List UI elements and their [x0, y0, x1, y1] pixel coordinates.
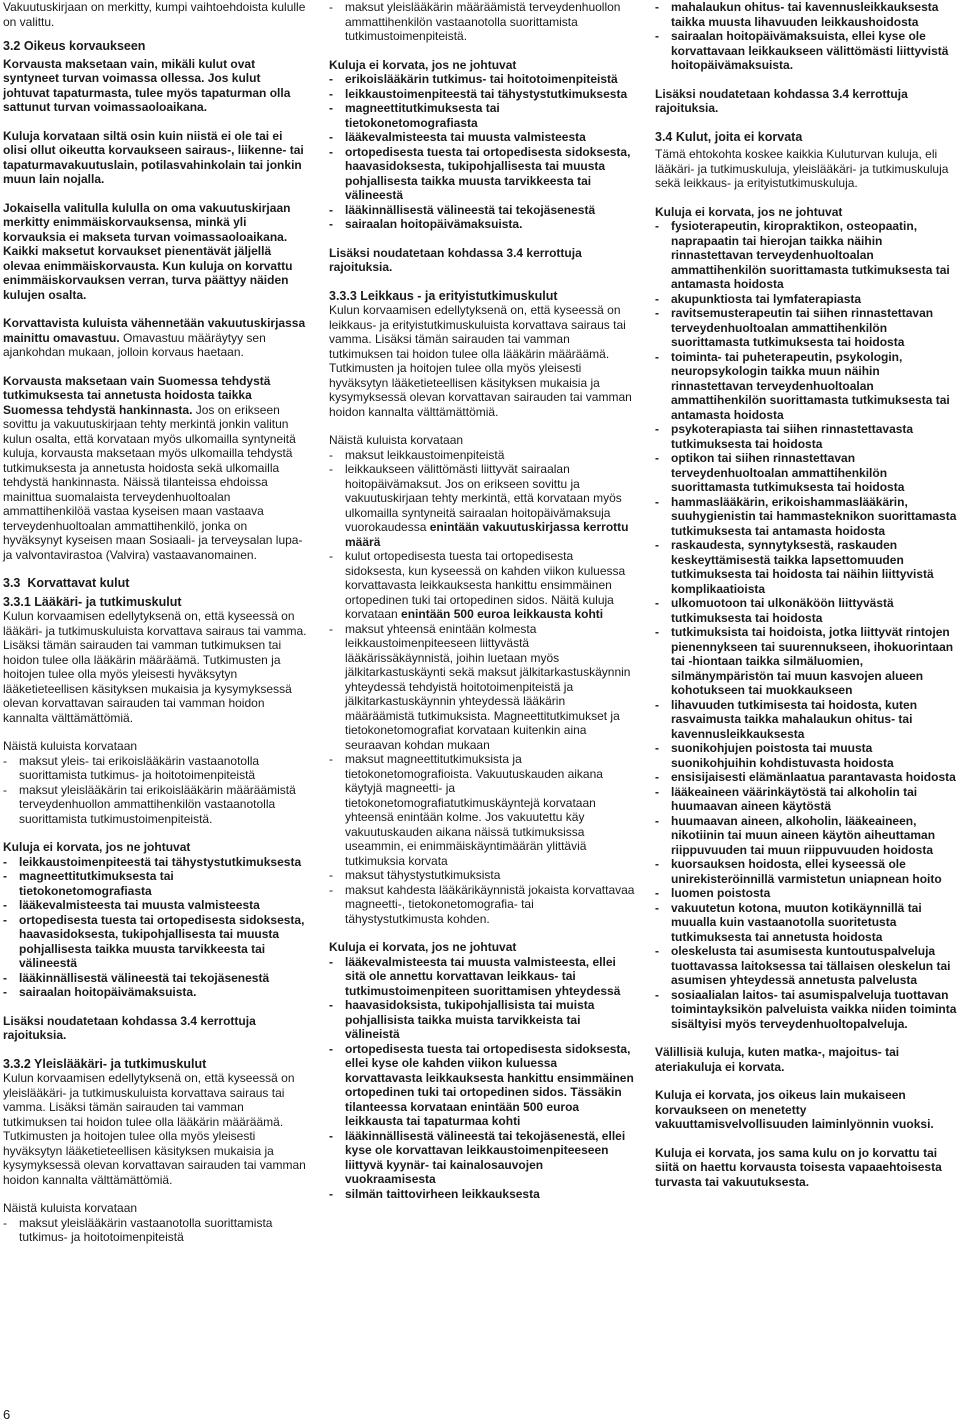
list-item: - ulkomuotoon tai ulkonäköön liittyvästä tutkimuksesta tai hoidosta	[655, 596, 958, 625]
naista-kuluista-heading-3: Näistä kuluista korvataan	[329, 433, 464, 447]
section-3-3-1-paragraph: Kulun korvaamisen edellytyksenä on, että kyseessä on lääkäri- ja tutkimuskuluista korvattava sairaus tai vamma. Lisäksi tämän sairauden tai vamman tutkimuksen tai hoidon tulee olla lääkärin määräämä. Tutkimusten ja hoitojen tulee olla myös yleisesti hyväksytyn lääketieteellisen käsityksen mukaisia ja kysymyksessä olevan korvattavan sairauden tai vamman hoidon kannalta välttämättömiä.	[3, 609, 307, 725]
list-item: - tutkimuksista tai hoidoista, jotka liittyvät rintojen pienennykseen tai suurennukseen, ihokuorintaan tai -hiontaan taikka silmäluomien, silmänympäristön tai muun kasvojen alueen kohotukseen tai muokkaukseen	[655, 625, 958, 698]
list-item: - magneettitutkimuksesta tai tietokonetomografiasta	[329, 101, 635, 130]
lisaksi-paragraph-2: Lisäksi noudatetaan kohdassa 3.4 kerrottuja rajoituksia.	[329, 245, 582, 274]
list-item: - toiminta- tai puheterapeutin, psykologin, neuropsykologin taikka muun näihin rinnastettavan terveydenhuoltoalan ammattihenkilön suorittamasta tutkimuksesta tai antamasta hoidosta	[655, 350, 958, 423]
section-3-3-2-heading: 3.3.2 Yleislääkäri- ja tutkimuskulut	[3, 1056, 207, 1071]
omavastuu-bold: Korvattavista kuluista vähennetään vakuutuskirjassa mainittu omavastuu.	[3, 316, 306, 345]
valillisia-paragraph: Välillisiä kuluja, kuten matka-, majoitus- tai ateriakuluja ei korvata.	[655, 1045, 900, 1074]
naista-kuluista-list-1	[3, 754, 307, 827]
naista-kuluista-list-2-continued	[329, 0, 635, 44]
list-item: - psykoterapiasta tai siihen rinnastettavasta tutkimuksesta tai hoidosta	[655, 422, 958, 451]
section-3-2-heading: 3.2 Oikeus korvaukseen	[3, 39, 146, 53]
ei-korvata-heading-3: Kuluja ei korvata, jos ne johtuvat	[329, 940, 517, 954]
column-3	[655, 0, 958, 1203]
list-item: - maksut magneettitutkimuksista ja tietokonetomografioista. Vakuutuskauden aikana käytyjä magneetti- ja tietokonetomografiatutkimuskäyntejä korvataan yhteensä enintään kolme. Jos vakuutettu käy vakuutuskauden aikana näissä tutkimuksissa useammin, ei enimmäiskäyntimäärän ylittäviä tutkimuksia korvata	[329, 752, 635, 868]
list-item: - vakuutetun kotona, muuton kotikäynnillä tai muualla kuin vastaanotolla suoritetusta tutkimuksesta tai annetusta hoidosta	[655, 901, 958, 945]
list-item: - maksut tähystystutkimuksista	[329, 868, 635, 883]
list-item: - leikkaustoimenpiteestä tai tähystystutkimuksesta	[3, 855, 307, 870]
list-item: - kulut ortopedisesta tuesta tai ortopedisesta sidoksesta, kun kyseessä on kahden viikon kuluessa korvattavasta leikkauksesta hankittu ensimmäinen ortopedinen tuki tai ortopedinen sidos. Näitä kuluja korvataan enintään 500 euroa leikkausta kohti	[329, 549, 635, 622]
sama-kulu-paragraph: Kuluja ei korvata, jos sama kulu on jo korvattu tai siitä on haettu korvausta toisesta vapaaehtoisesta turvasta tai vakuutuksesta.	[655, 1145, 942, 1189]
omavastuu-paragraph	[3, 316, 307, 360]
list-item: - lääkevalmisteesta tai muusta valmisteesta	[3, 898, 307, 913]
list-item: - hammaslääkärin, erikoishammaslääkärin, suuhygienistin tai hammasteknikon suorittamasta tutkimuksesta tai antamasta hoidosta	[655, 495, 958, 539]
list-item: - lääkinnällisestä välineestä tai tekojäsenestä	[3, 971, 307, 986]
list-item: - sairaalan hoitopäivämaksuista.	[329, 217, 635, 232]
ei-korvata-heading-1: Kuluja ei korvata, jos ne johtuvat	[3, 840, 191, 854]
list-item: - maksut yleislääkärin vastaanotolla suorittamista tutkimus- ja hoitotoimenpiteistä	[3, 1216, 307, 1245]
lisaksi-paragraph-3: Lisäksi noudatetaan kohdassa 3.4 kerrottuja rajoituksia.	[655, 86, 908, 115]
list-item: - maksut yleislääkärin tai erikoislääkärin määräämistä terveydenhuollon ammattihenkilön vastaanotolla suorittamista tutkimustoimenpiteistä.	[3, 783, 307, 827]
list-item: - sosiaalialan laitos- tai asumispalveluja tuottavan toimintayksikön palveluista vaikka niiden toiminta sisältyisi myös terveydenhuoltopalveluja.	[655, 988, 958, 1032]
suomessa-bold: Korvausta maksetaan vain Suomessa tehdystä tutkimuksesta tai annetusta hoidosta taikka Suomessa tehdystä hankinnasta.	[3, 373, 271, 417]
list-item: - oleskelusta tai asumisesta kuntoutuspalveluja tuottavassa laitoksessa tai tällaisen oleskelun tai asumisen yhteydessä annetusta palvelusta	[655, 944, 958, 988]
list-item: - ortopedisesta tuesta tai ortopedisesta sidoksesta, haavasidoksesta, tukipohjallisesta tai muusta pohjallisesta taikka muusta tarvikkeesta tai välineestä	[329, 145, 635, 203]
section-3-3-1-heading: 3.3.1 Lääkäri- ja tutkimuskulut	[3, 594, 182, 609]
page-number: 6	[3, 1407, 11, 1422]
list-item: - silmän taittovirheen leikkauksesta	[329, 1187, 635, 1202]
list-item: - suonikohjujen poistosta tai muusta suonikohjuihin kohdistuvasta hoidosta	[655, 741, 958, 770]
list-item: - optikon tai siihen rinnastettavan terveydenhuoltoalan ammattihenkilön suorittamasta tutkimuksesta tai hoidosta	[655, 451, 958, 495]
jokaisella-paragraph: Jokaisella valitulla kululla on oma vakuutuskirjaan merkitty enimmäiskorvauksensa, minkä yli korvauksia ei makseta turvan voimassaoloaikana. Kaikki maksetut korvaukset pienentävät jäljellä olevaa enimmäiskorvausta. Kun kuluja on korvattu enimmäiskorvauksen verran, turva päättyy näiden kulujen osalta.	[3, 200, 293, 302]
suomessa-paragraph	[3, 374, 307, 563]
column-1	[3, 0, 307, 1259]
section-3-3-heading: 3.3 Korvattavat kulut	[3, 576, 130, 590]
ei-korvata-heading-2: Kuluja ei korvata, jos ne johtuvat	[329, 57, 517, 72]
list-item: - ravitsemusterapeutin tai siihen rinnastettavan terveydenhuoltoalan ammattihenkilön suorittamasta tutkimuksesta tai hoidosta	[655, 306, 958, 350]
oikeus-menetetty-paragraph: Kuluja ei korvata, jos oikeus lain mukaiseen korvaukseen on menetetty vakuuttamisvelvollisuuden laiminlyönnin vuoksi.	[655, 1088, 934, 1131]
list-item: - maksut leikkaustoimenpiteistä	[329, 448, 635, 463]
section-3-3-3-paragraph: Kulun korvaamisen edellytyksenä on, että kyseessä on leikkaus- ja erityistutkimuskuluista korvattava sairaus tai vamma. Lisäksi tämän sairauden tai vamman tutkimuksen tai hoidon tulee olla lääkärin määräämä. Tutkimusten ja hoitojen tulee olla myös yleisesti hyväksytyn lääketieteellisen käsityksen mukaisia ja kysymyksessä olevan korvattavan sairauden tai vamman hoidon kannalta välttämättömiä.	[329, 303, 632, 419]
naista-kuluista-heading-2: Näistä kuluista korvataan	[3, 1201, 138, 1215]
list-item: - lääkinnällisestä välineestä tai tekojäsenestä	[329, 203, 635, 218]
list-item: - fysioterapeutin, kiropraktikon, osteopaatin, naprapaatin tai hierojan taikka näihin rinnastettavan terveydenhuoltoalan ammattihenkilön suorittamasta tutkimuksesta tai antamasta hoidosta	[655, 219, 958, 292]
ei-korvata-list-1	[3, 855, 307, 1000]
list-item: - lääkevalmisteesta tai muusta valmisteesta	[329, 130, 635, 145]
list-item: - raskaudesta, synnytyksestä, raskauden keskeyttämisestä taikka lapsettomuuden tutkimuksesta tai hoidosta tai näihin liittyvistä komplikaatioista	[655, 538, 958, 596]
list-item: - lääkinnällisestä välineestä tai tekojäsenestä, ellei kyse ole korvattavan leikkaustoimenpiteeseen liittyvä kyynär- tai kainalosauvojen vuokraamisesta	[329, 1129, 635, 1187]
ei-korvata-list-4	[655, 219, 958, 1031]
section-3-4-paragraph: Tämä ehtokohta koskee kaikkia Kuluturvan kuluja, eli lääkäri- ja tutkimuskuluja, yleislääkäri- ja tutkimuskuluja sekä leikkaus- ja erityistutkimuskuluja.	[655, 147, 949, 190]
ei-korvata-list-3-continued	[655, 0, 958, 73]
list-item: - luomen poistosta	[655, 886, 958, 901]
list-item: - erikoislääkärin tutkimus- tai hoitotoimenpiteistä	[329, 72, 635, 87]
list-item: - maksut yleislääkärin määräämistä terveydenhuollon ammattihenkilön vastaanotolla suorittamista tutkimustoimenpiteistä.	[329, 0, 635, 44]
list-item: - ortopedisesta tuesta tai ortopedisesta sidoksesta, haavasidoksesta, tukipohjallisesta tai muusta pohjallisesta taikka muusta tarvikkeesta tai välineestä	[3, 913, 307, 971]
list-item: - maksut kahdesta lääkärikäynnistä jokaista korvattavaa magneetti-, tietokonetomografia- tai tähystystutkimusta kohden.	[329, 883, 635, 927]
list-item: - ensisijaisesti elämänlaatua parantavasta hoidosta	[655, 770, 958, 785]
list-item: - leikkaustoimenpiteestä tai tähystystutkimuksesta	[329, 87, 635, 102]
omavastuu-text: Omavastuu määräytyy sen ajankohdan mukaan, jolloin korvaus haetaan.	[3, 330, 266, 359]
list-item: - lihavuuden tutkimisesta tai hoidosta, kuten rasvaimusta taikka mahalaukun ohitus- tai kavennusleikkauksesta	[655, 698, 958, 742]
list-item: - kuorsauksen hoidosta, ellei kyseessä ole unirekisteröinnillä varmistetun uniapnean hoito	[655, 857, 958, 886]
list-item: - huumaavan aineen, alkoholin, lääkeaineen, nikotiinin tai muun aineen käytön aiheuttaman riippuvuuden tai muun riippuvuuden hoidosta	[655, 814, 958, 858]
list-item: - mahalaukun ohitus- tai kavennusleikkauksesta taikka muusta lihavuuden leikkaushoidosta	[655, 0, 958, 29]
naista-kuluista-heading-1: Näistä kuluista korvataan	[3, 739, 138, 753]
section-3-2-paragraph: Korvausta maksetaan vain, mikäli kulut ovat syntyneet turvan voimassa ollessa. Jos kulut johtuvat tapaturmasta, tulee myös tapaturman olla sattunut turvan voimassaoloaikana.	[3, 56, 291, 114]
suomessa-text: Jos on erikseen sovittu ja vakuutuskirjaan tehty merkintä jonkin valitun kulun osalta, että korvataan myös ulkomailla syntyneitä kuluja, korvausta maksetaan myös ulkomailla tehdystä tutkimuksesta ja annetusta hoidosta sekä ulkomailla tehdystä hankinnasta. Näissä tilanteissa ehdoissa mainittua suomalaista terveydenhuoltoalan ammattihenkilöä vastaa kyseisen maan vastaava terveydenhuoltoalan ammattihenkilö, jonka on hyväksynyt kyseisen maan Sosiaali- ja terveysalan lupa- ja valvontavirastoa (Valvira) vastaavanomainen.	[3, 402, 303, 562]
naista-kuluista-list-2	[3, 1216, 307, 1245]
list-item: - leikkaukseen välittömästi liittyvät sairaalan hoitopäivämaksut. Jos on erikseen sovittu ja vakuutuskirjaan tehty merkintä, että korvataan myös ulkomailla syntyneitä sairaalan hoitopäivämaksuja vuorokaudessa enintään vakuutuskirjassa kerrottu määrä	[329, 462, 635, 549]
intro-paragraph: Vakuutuskirjaan on merkitty, kumpi vaihtoehdoista kululle on valittu.	[3, 0, 306, 29]
list-item: - sairaalan hoitopäivämaksuista.	[3, 985, 307, 1000]
list-item: - lääkevalmisteesta tai muusta valmisteesta, ellei sitä ole annettu korvattavan leikkaus- tai tutkimustoimenpiteen suorittamisen yhteydessä	[329, 955, 635, 999]
ei-korvata-list-3	[329, 955, 635, 1202]
section-3-3-3-heading: 3.3.3 Leikkaus - ja erityistutkimuskulut	[329, 288, 558, 303]
list-item: - akupunktiosta tai lymfaterapiasta	[655, 292, 958, 307]
list-item: - maksut yhteensä enintään kolmesta leikkaustoimenpiteeseen liittyvästä lääkärissäkäynnistä, joihin luetaan myös jälkitarkastuskäynti sekä maksut jälkitarkastuskäynnin yhteydessä tehdyistä hoitotoimenpiteistä ja jälkitarkastuskäynnin yhteydessä lääkärin määräämistä tutkimuksista. Magneettitutkimukset ja tietokonetomografiat korvataan kuitenkin aina seuraavan kohdan mukaan	[329, 622, 635, 753]
list-item: - sairaalan hoitopäivämaksuista, ellei kyse ole korvattavaan leikkaukseen välittömästi liittyvistä hoitopäivämaksuista.	[655, 29, 958, 73]
naista-kuluista-list-3	[329, 448, 635, 927]
list-item: - magneettitutkimuksesta tai tietokonetomografiasta	[3, 869, 307, 898]
list-item: - lääkeaineen väärinkäytöstä tai alkoholin tai huumaavan aineen käytöstä	[655, 785, 958, 814]
kuluja-korvataan-paragraph: Kuluja korvataan siltä osin kuin niistä ei ole tai ei olisi ollut oikeutta korvaukseen sairaus-, liikenne- tai tapaturmavakuutuslain, potilasvahinkolain tai jonkin muun lain nojalla.	[3, 128, 304, 186]
list-item: - haavasidoksista, tukipohjallisista tai muista pohjallisista taikka muista tarvikkeista tai välineistä	[329, 998, 635, 1042]
ei-korvata-heading-4: Kuluja ei korvata, jos ne johtuvat	[655, 204, 843, 219]
lisaksi-paragraph-1: Lisäksi noudatetaan kohdassa 3.4 kerrottuja rajoituksia.	[3, 1013, 256, 1042]
section-3-3-2-paragraph: Kulun korvaamisen edellytyksenä on, että kyseessä on yleislääkäri- ja tutkimuskuluista korvattava sairaus tai vamma. Lisäksi tämän sairauden tai vamman tutkimuksen tai hoidon tulee olla lääkärin määräämä. Tutkimusten ja hoitojen tulee olla myös yleisesti hyväksytyn lääketieteellisen käsityksen mukaisia ja kysymyksessä olevan korvattavan sairauden tai vamman hoidon kannalta välttämättömiä.	[3, 1071, 306, 1187]
list-item: - maksut yleis- tai erikoislääkärin vastaanotolla suorittamista tutkimus- ja hoitotoimenpiteistä	[3, 754, 307, 783]
section-3-4-heading: 3.4 Kulut, joita ei korvata	[655, 129, 803, 144]
ei-korvata-list-2	[329, 72, 635, 232]
list-item: - ortopedisesta tuesta tai ortopedisesta sidoksesta, ellei kyse ole kahden viikon kuluessa korvattavasta leikkauksesta hankittu ensimmäinen ortopedinen tuki tai ortopedinen sidos. Tässäkin tilanteessa korvataan enintään 500 euroa leikkausta tai tapaturmaa kohti	[329, 1042, 635, 1129]
column-2	[329, 0, 635, 1215]
